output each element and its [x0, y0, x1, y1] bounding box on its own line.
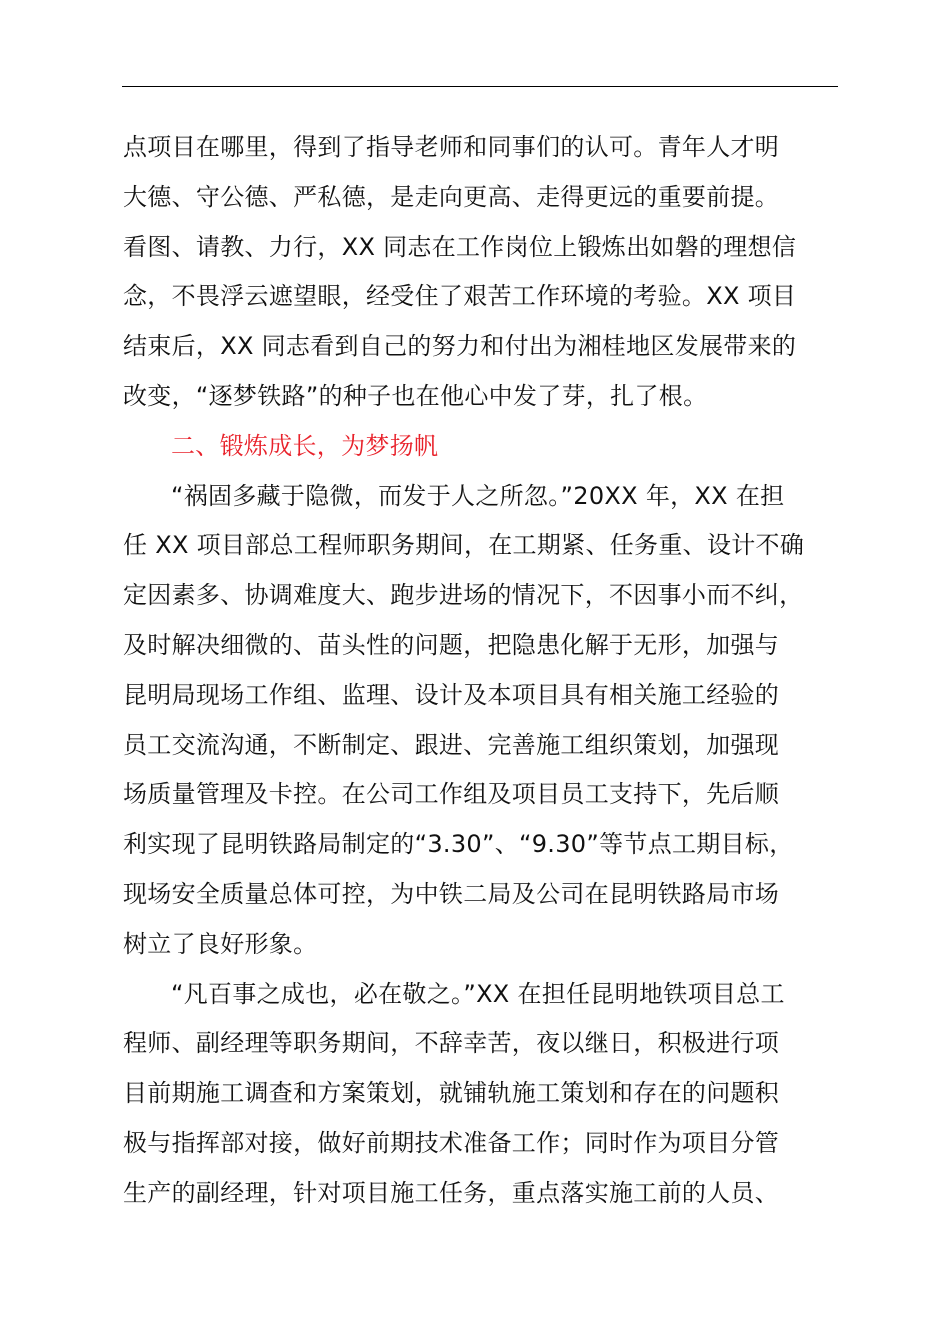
section-heading: 二、锻炼成长，为梦扬帆: [171, 431, 439, 460]
paragraph-line: 任 XX 项目部总工程师职务期间，在工期紧、任务重、设计不确: [123, 531, 805, 560]
paragraph-line: 目前期施工调查和方案策划，就铺轨施工策划和存在的问题积: [123, 1079, 780, 1108]
paragraph-line: 昆明局现场工作组、监理、设计及本项目具有相关施工经验的: [123, 680, 780, 709]
paragraph-line: 改变，“逐梦铁路”的种子也在他心中发了芽，扎了根。: [123, 381, 708, 410]
paragraph-line: 及时解决细微的、苗头性的问题，把隐患化解于无形，加强与: [123, 630, 780, 659]
paragraph-2-continued: [123, 521, 843, 969]
paragraph-line: 现场安全质量总体可控，为中铁二局及公司在昆明铁路局市场: [123, 879, 780, 908]
paragraph-line: 利实现了昆明铁路局制定的“3.30”、“9.30”等节点工期目标，: [123, 830, 794, 859]
paragraph-line: 看图、请教、力行，XX 同志在工作岗位上锻炼出如磐的理想信: [123, 232, 797, 261]
paragraph-line: 极与指挥部对接，做好前期技术准备工作；同时作为项目分管: [123, 1128, 780, 1157]
paragraph-line: 大德、守公德、严私德，是走向更高、走得更远的重要前提。: [123, 182, 780, 211]
paragraph-line: 员工交流沟通，不断制定、跟进、完善施工组织策划，加强现: [123, 730, 780, 759]
paragraph-line: 场质量管理及卡控。在公司工作组及项目员工支持下，先后顺: [123, 780, 780, 809]
header-rule: [122, 86, 838, 87]
paragraph-3: [123, 970, 843, 1020]
paragraph-line: “凡百事之成也，必在敬之。”XX 在担任昆明地铁项目总工: [171, 979, 785, 1008]
paragraph-line: 结束后，XX 同志看到自己的努力和付出为湘桂地区发展带来的: [123, 332, 797, 361]
paragraph-1: [123, 123, 843, 422]
paragraph-line: “祸固多藏于隐微，而发于人之所忽。”20XX 年，XX 在担: [171, 481, 785, 510]
paragraph-2: [123, 472, 843, 522]
document-body: [123, 123, 843, 1219]
paragraph-3-continued: [123, 1019, 843, 1218]
paragraph-line: 生产的副经理，针对项目施工任务，重点落实施工前的人员、: [123, 1178, 780, 1207]
paragraph-line: 程师、副经理等职务期间，不辞幸苦，夜以继日，积极进行项: [123, 1029, 780, 1058]
paragraph-line: 念，不畏浮云遮望眼，经受住了艰苦工作环境的考验。XX 项目: [123, 282, 797, 311]
paragraph-line: 点项目在哪里，得到了指导老师和同事们的认可。青年人才明: [123, 133, 780, 161]
paragraph-line: 树立了良好形象。: [123, 929, 318, 958]
paragraph-line: 定因素多、协调难度大、跑步进场的情况下，不因事小而不纠，: [123, 581, 804, 610]
